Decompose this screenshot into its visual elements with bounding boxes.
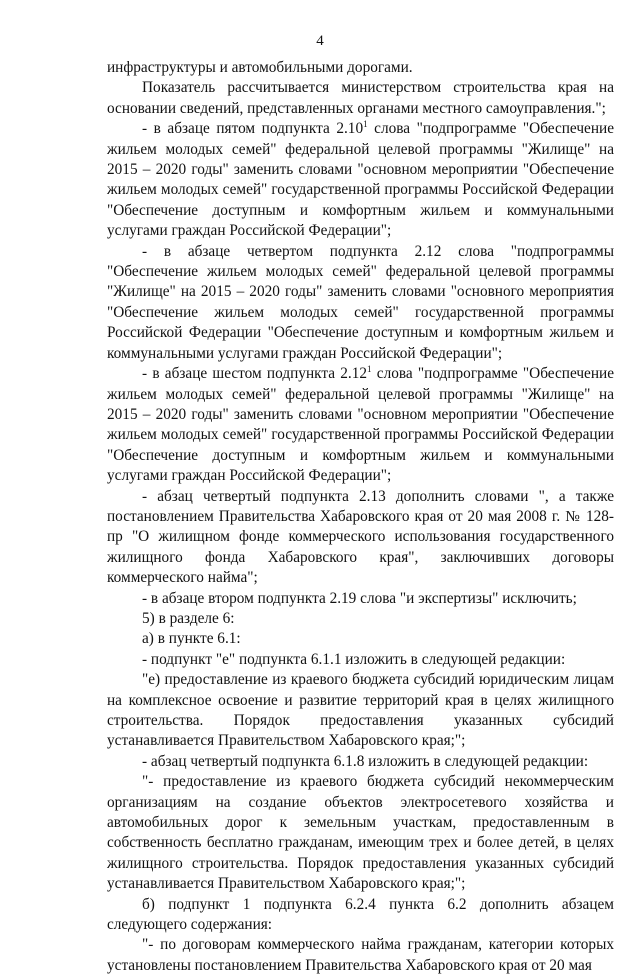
paragraph: 5) в разделе 6: — [142, 609, 235, 627]
paragraph-text: слова "подпрограмме "Обеспечение жильем молодых семей" федеральной целевой программы "Жилище" на 2015 – 2020 годы" заменить словами "основном мероприятии "Обеспечение жильем молодых семей" государственной программы Российской Федерации "Обеспечение доступным и комфортным жильем и коммунальными услугами граждан Российской Федерации"; — [107, 365, 614, 485]
paragraph: - абзац четвертый подпункта 2.13 дополнить словами ", а также постановлением Правительства Хабаровского края от 20 мая 2008 г. № 128-пр "О жилищном фонде коммерческого использования государственного жилищного фонда Хабаровского края", заключивших договоры коммерческого найма"; — [107, 487, 614, 587]
paragraph: а) в пункте 6.1: — [142, 630, 241, 648]
paragraph: Показатель рассчитывается министерством строительства края на основании сведений, представленных органами местного самоуправления."; — [107, 79, 614, 117]
paragraph: - в абзаце четвертом подпункта 2.12 слова "подпрограммы "Обеспечение жильем молодых семей" федеральной целевой программы "Жилище" на 2015 – 2020 годы" заменить словами "основного мероприятия "Обеспечение жильем молодых семей" государственной программы Российской Федерации "Обеспечение доступным и комфортным жильем и коммунальными услугами граждан Российской Федерации"; — [107, 242, 614, 362]
superscript: 1 — [363, 119, 368, 130]
paragraph: б) подпункт 1 подпункта 6.2.4 пункта 6.2 дополнить абзацем следующего содержания: — [107, 895, 614, 934]
paragraph: "е) предоставление из краевого бюджета субсидий юридическим лицам на комплексное освоение и развитие территорий края в целях жилищного строительства. Порядок предоставления указанных субсидий устанавливается Правительством Хабаровского края;"; — [107, 671, 614, 750]
paragraph: "- предоставление из краевого бюджета субсидий некоммерческим организациям на создание объектов электросетевого хозяйства и автомобильных дорог к земельным участкам, предоставленным в собственность бесплатно гражданам, имеющим трех и более детей, в целях жилищного строительства. Порядок предоставления указанных субсидий устанавливается Правительством Хабаровского края;"; — [107, 773, 614, 893]
paragraph-text: - в абзаце шестом подпункта 2.12 — [142, 365, 368, 383]
paragraph-text: - в абзаце пятом подпункта 2.10 — [142, 120, 364, 138]
paragraph — [107, 119, 614, 241]
paragraph-text: слова "подпрограмме "Обеспечение жильем молодых семей" федеральной целевой программы "Жилище" на 2015 – 2020 годы" заменить словами "основном мероприятии "Обеспечение жильем молодых семей" государственной программы Российской Федерации "Обеспечение доступным и комфортным жильем и коммунальными услугами граждан Российской Федерации"; — [107, 120, 614, 240]
paragraph — [107, 364, 614, 486]
superscript: 1 — [367, 364, 372, 374]
paragraph: - абзац четвертый подпункта 6.1.8 изложить в следующей редакции: — [142, 752, 589, 770]
paragraph: инфраструктуры и автомобильными дорогами. — [107, 59, 413, 76]
paragraph: - подпункт "е" подпункта 6.1.1 изложить в следующей редакции: — [142, 650, 566, 668]
paragraph: "- по договорам коммерческого найма гражданам, категории которых установлены постановлением Правительства Хабаровского края от 20 мая — [107, 936, 614, 974]
document-body — [107, 58, 614, 976]
paragraph: - в абзаце втором подпункта 2.19 слова "и экспертизы" исключить; — [142, 589, 577, 607]
page-number: 4 — [316, 33, 324, 49]
